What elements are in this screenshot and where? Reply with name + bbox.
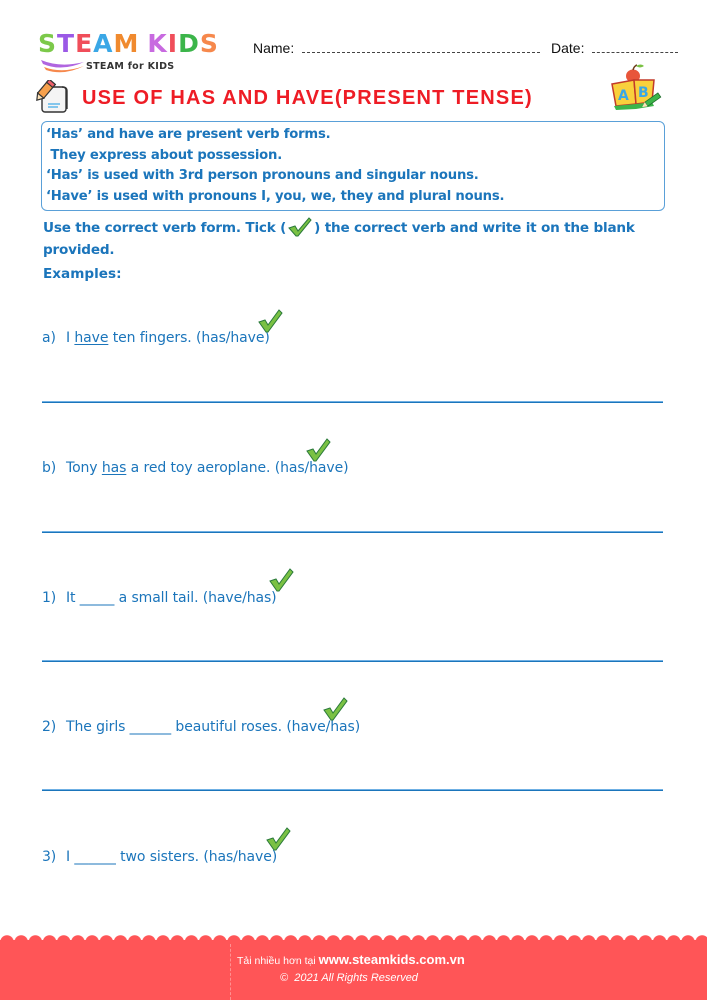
instruction-before: Use the correct verb form. Tick ( [43, 220, 287, 236]
question-pre: I [66, 330, 75, 346]
rules-box [41, 121, 665, 211]
steam-kids-logo [38, 30, 238, 75]
logo-tagline: STEAM for KIDS [86, 61, 175, 72]
date-label: Date: [551, 40, 585, 56]
answer-line[interactable] [42, 789, 663, 791]
question-options: (have/has) [202, 590, 277, 606]
svg-text:A: A [618, 88, 629, 104]
footer-copyright: © 2021 All Rights Reserved [280, 972, 418, 984]
answer-line[interactable] [42, 531, 663, 533]
scalloped-edge [0, 934, 707, 942]
logo-letter: A [93, 29, 114, 58]
logo-swoosh-icon [40, 58, 86, 74]
rule-line: ‘Has’ is used with 3rd person pronouns and singular nouns. [46, 168, 479, 183]
question-blank[interactable]: ______ [74, 849, 116, 865]
question-pre: Tony [66, 460, 102, 476]
checkmark-icon [305, 438, 331, 462]
question-pre: It [66, 590, 80, 606]
instruction-text [43, 217, 673, 261]
question-item [42, 460, 348, 476]
rule-line: ‘Have’ is used with pronouns I, you, we, they and plural nouns. [46, 188, 505, 204]
question-item [42, 330, 270, 346]
svg-text:B: B [638, 85, 649, 101]
checkmark-icon [265, 827, 291, 851]
rule-line: They express about possession. [46, 147, 283, 163]
name-label: Name: [253, 40, 295, 56]
page-title: USE OF HAS AND HAVE(PRESENT TENSE) [82, 87, 533, 109]
question-post: beautiful roses. [171, 719, 287, 735]
pencil-paper-icon [36, 80, 72, 114]
footer [0, 940, 707, 1000]
checkmark-icon [268, 568, 294, 592]
question-post: ten fingers. [108, 330, 196, 346]
question-post: two sisters. [115, 849, 204, 865]
logo-letter: I [167, 29, 179, 58]
question-item [42, 590, 277, 606]
question-number: 2) [42, 719, 57, 735]
checkmark-icon [287, 217, 313, 237]
answer-line[interactable] [42, 660, 663, 662]
question-options: (has/have) [195, 330, 270, 346]
logo-letter: S [199, 29, 219, 58]
question-number: b) [42, 460, 57, 476]
instruction-after: ) the correct verb and write it on the blank provided. [43, 220, 635, 258]
question-number: 3) [42, 849, 57, 865]
question-blank[interactable]: _____ [79, 590, 115, 606]
examples-label: Examples: [43, 266, 122, 282]
logo-letter: K [147, 29, 168, 58]
question-pre: I [66, 849, 75, 865]
name-field[interactable] [253, 40, 540, 56]
question-answer: have [74, 330, 109, 346]
question-post: a small tail. [114, 590, 203, 606]
question-post: a red toy aeroplane. [126, 460, 275, 476]
name-blank[interactable] [302, 41, 540, 53]
date-blank[interactable] [592, 41, 678, 53]
checkmark-icon [257, 309, 283, 333]
logo-letter: S [38, 29, 58, 58]
question-item [42, 719, 360, 735]
footer-prefix: Tải nhiều hơn tại [237, 955, 319, 967]
question-number: 1) [42, 590, 57, 606]
apple-book-icon [608, 60, 663, 112]
logo-letter: E [75, 29, 94, 58]
answer-line[interactable] [42, 401, 663, 403]
footer-website-link[interactable]: www.steamkids.com.vn [318, 952, 465, 967]
question-blank[interactable]: ______ [129, 719, 172, 735]
logo-letter: M [113, 29, 140, 58]
footer-download-text [237, 952, 465, 967]
logo-letter: T [57, 29, 76, 58]
question-options: (has/have) [203, 849, 278, 865]
logo-wordmark [38, 30, 219, 58]
rule-line: ‘Has’ and have are present verb forms. [46, 127, 331, 142]
question-answer: has [101, 460, 127, 476]
question-options: (has/have) [274, 460, 349, 476]
question-pre: The girls [66, 719, 130, 735]
question-number: a) [42, 330, 56, 346]
question-options: (have/has) [286, 719, 361, 735]
date-field[interactable] [551, 40, 678, 56]
logo-letter: D [178, 29, 200, 58]
question-item [42, 849, 277, 865]
checkmark-icon [322, 697, 348, 721]
footer-divider [230, 944, 231, 1000]
